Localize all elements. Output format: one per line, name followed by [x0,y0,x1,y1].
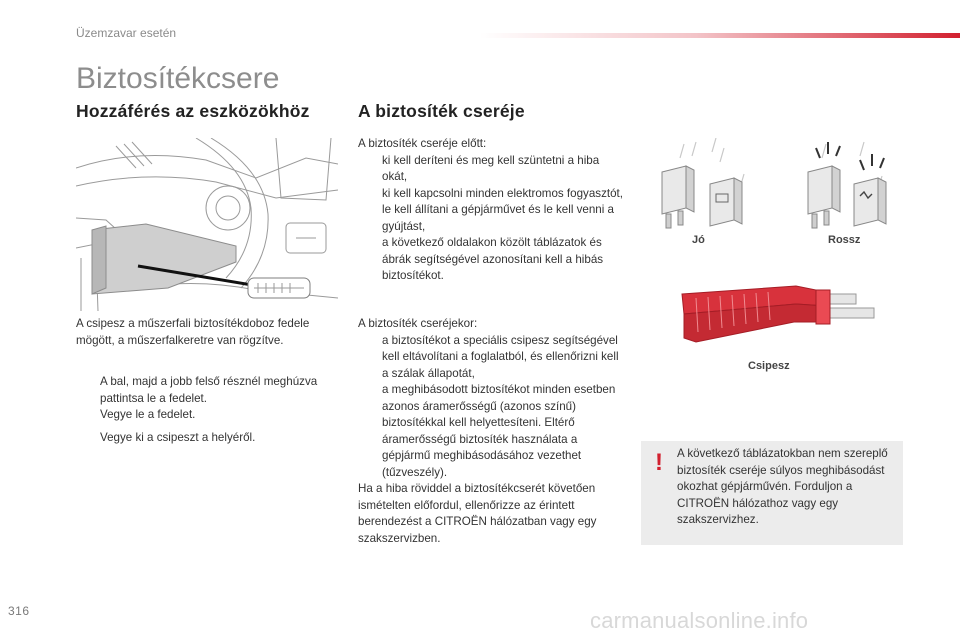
bad-fuse-pair [808,142,886,228]
warning-text: A következő táblázatokban nem szereplő biztosíték cseréje súlyos meghibásodást okozhat gépjárművén. Forduljon a CITROËN hálózathoz vagy egy szakszervizhez. [677,447,888,526]
during-replacement-block [358,316,623,547]
bad-fuse-label: Rossz [828,234,861,246]
section-heading-access: Hozzáférés az eszközökhöz [76,101,310,121]
access-steps-list-extra [76,430,338,447]
list-item: Vegye ki a csipeszt a helyéről. [100,431,256,444]
page-number: 316 [8,604,30,618]
list-item: a következő oldalakon közölt táblázatok és ábrák segítségével azonosítani kell a hibás biztosítékot. [382,236,604,282]
section-header: Üzemzavar esetén [76,26,177,40]
before-replacement-block [358,136,623,285]
tweezer-location-inset [248,278,310,298]
list-item: le kell állítani a gépjárművet és le kell venni a gyújtást, [382,203,614,233]
dashboard-drawing [76,138,338,311]
dashboard-illustration [76,138,338,311]
access-steps-list [76,374,338,424]
tweezer-location-text: A csipesz a műszerfali biztosítékdoboz fedele mögött, a műszerfalkeretre van rögzítve. [76,317,310,347]
during-list [358,333,623,482]
list-item: a meghibásodott biztosítékot minden esetben azonos áramerősségű (azonos színű) biztosítékkal kell helyettesíteni. Eltérő áramerősségű biztosíték használata a gépjármű meghibásodásához vezethet (tűzveszély). [382,383,616,479]
good-fuse-label: Jó [692,234,705,246]
section-heading-replacement: A biztosíték cseréje [358,101,525,121]
header-accent-bar [480,33,960,38]
list-item: Vegye le a fedelet. [100,408,196,421]
watermark: carmanualsonline.info [590,608,809,633]
tweezer-label: Csipesz [748,360,790,372]
before-list [358,153,623,285]
during-intro: A biztosíték cseréjekor: [358,317,478,330]
warning-icon: ! [655,449,663,476]
list-item: ki kell kapcsolni minden elektromos fogyasztót, [382,186,624,200]
list-item: a biztosítékot a speciális csipesz segítségével kell eltávolítani a foglalatból, és ellenőrizni kell a szálak állapotát, [382,333,619,380]
fuse-comparison-figure [650,138,890,233]
page-title: Biztosítékcsere [76,62,280,95]
fuse-drawing [650,138,890,233]
list-item: A bal, majd a jobb felső résznél meghúzva pattintsa le a fedelet. [100,375,318,405]
closing-paragraph: Ha a hiba röviddel a biztosítékcserét követően ismételten előfordul, ellenőrizze az érintett berendezést a CITROËN hálózatban vagy egy szakszervizben. [358,482,597,545]
list-item: ki kell deríteni és meg kell szüntetni a hiba okát, [382,153,600,183]
good-fuse-pair [662,166,742,228]
tweezer-drawing [676,280,886,345]
warning-note [641,441,903,545]
tweezer-illustration [676,280,886,345]
before-intro: A biztosíték cseréje előtt: [358,137,487,150]
